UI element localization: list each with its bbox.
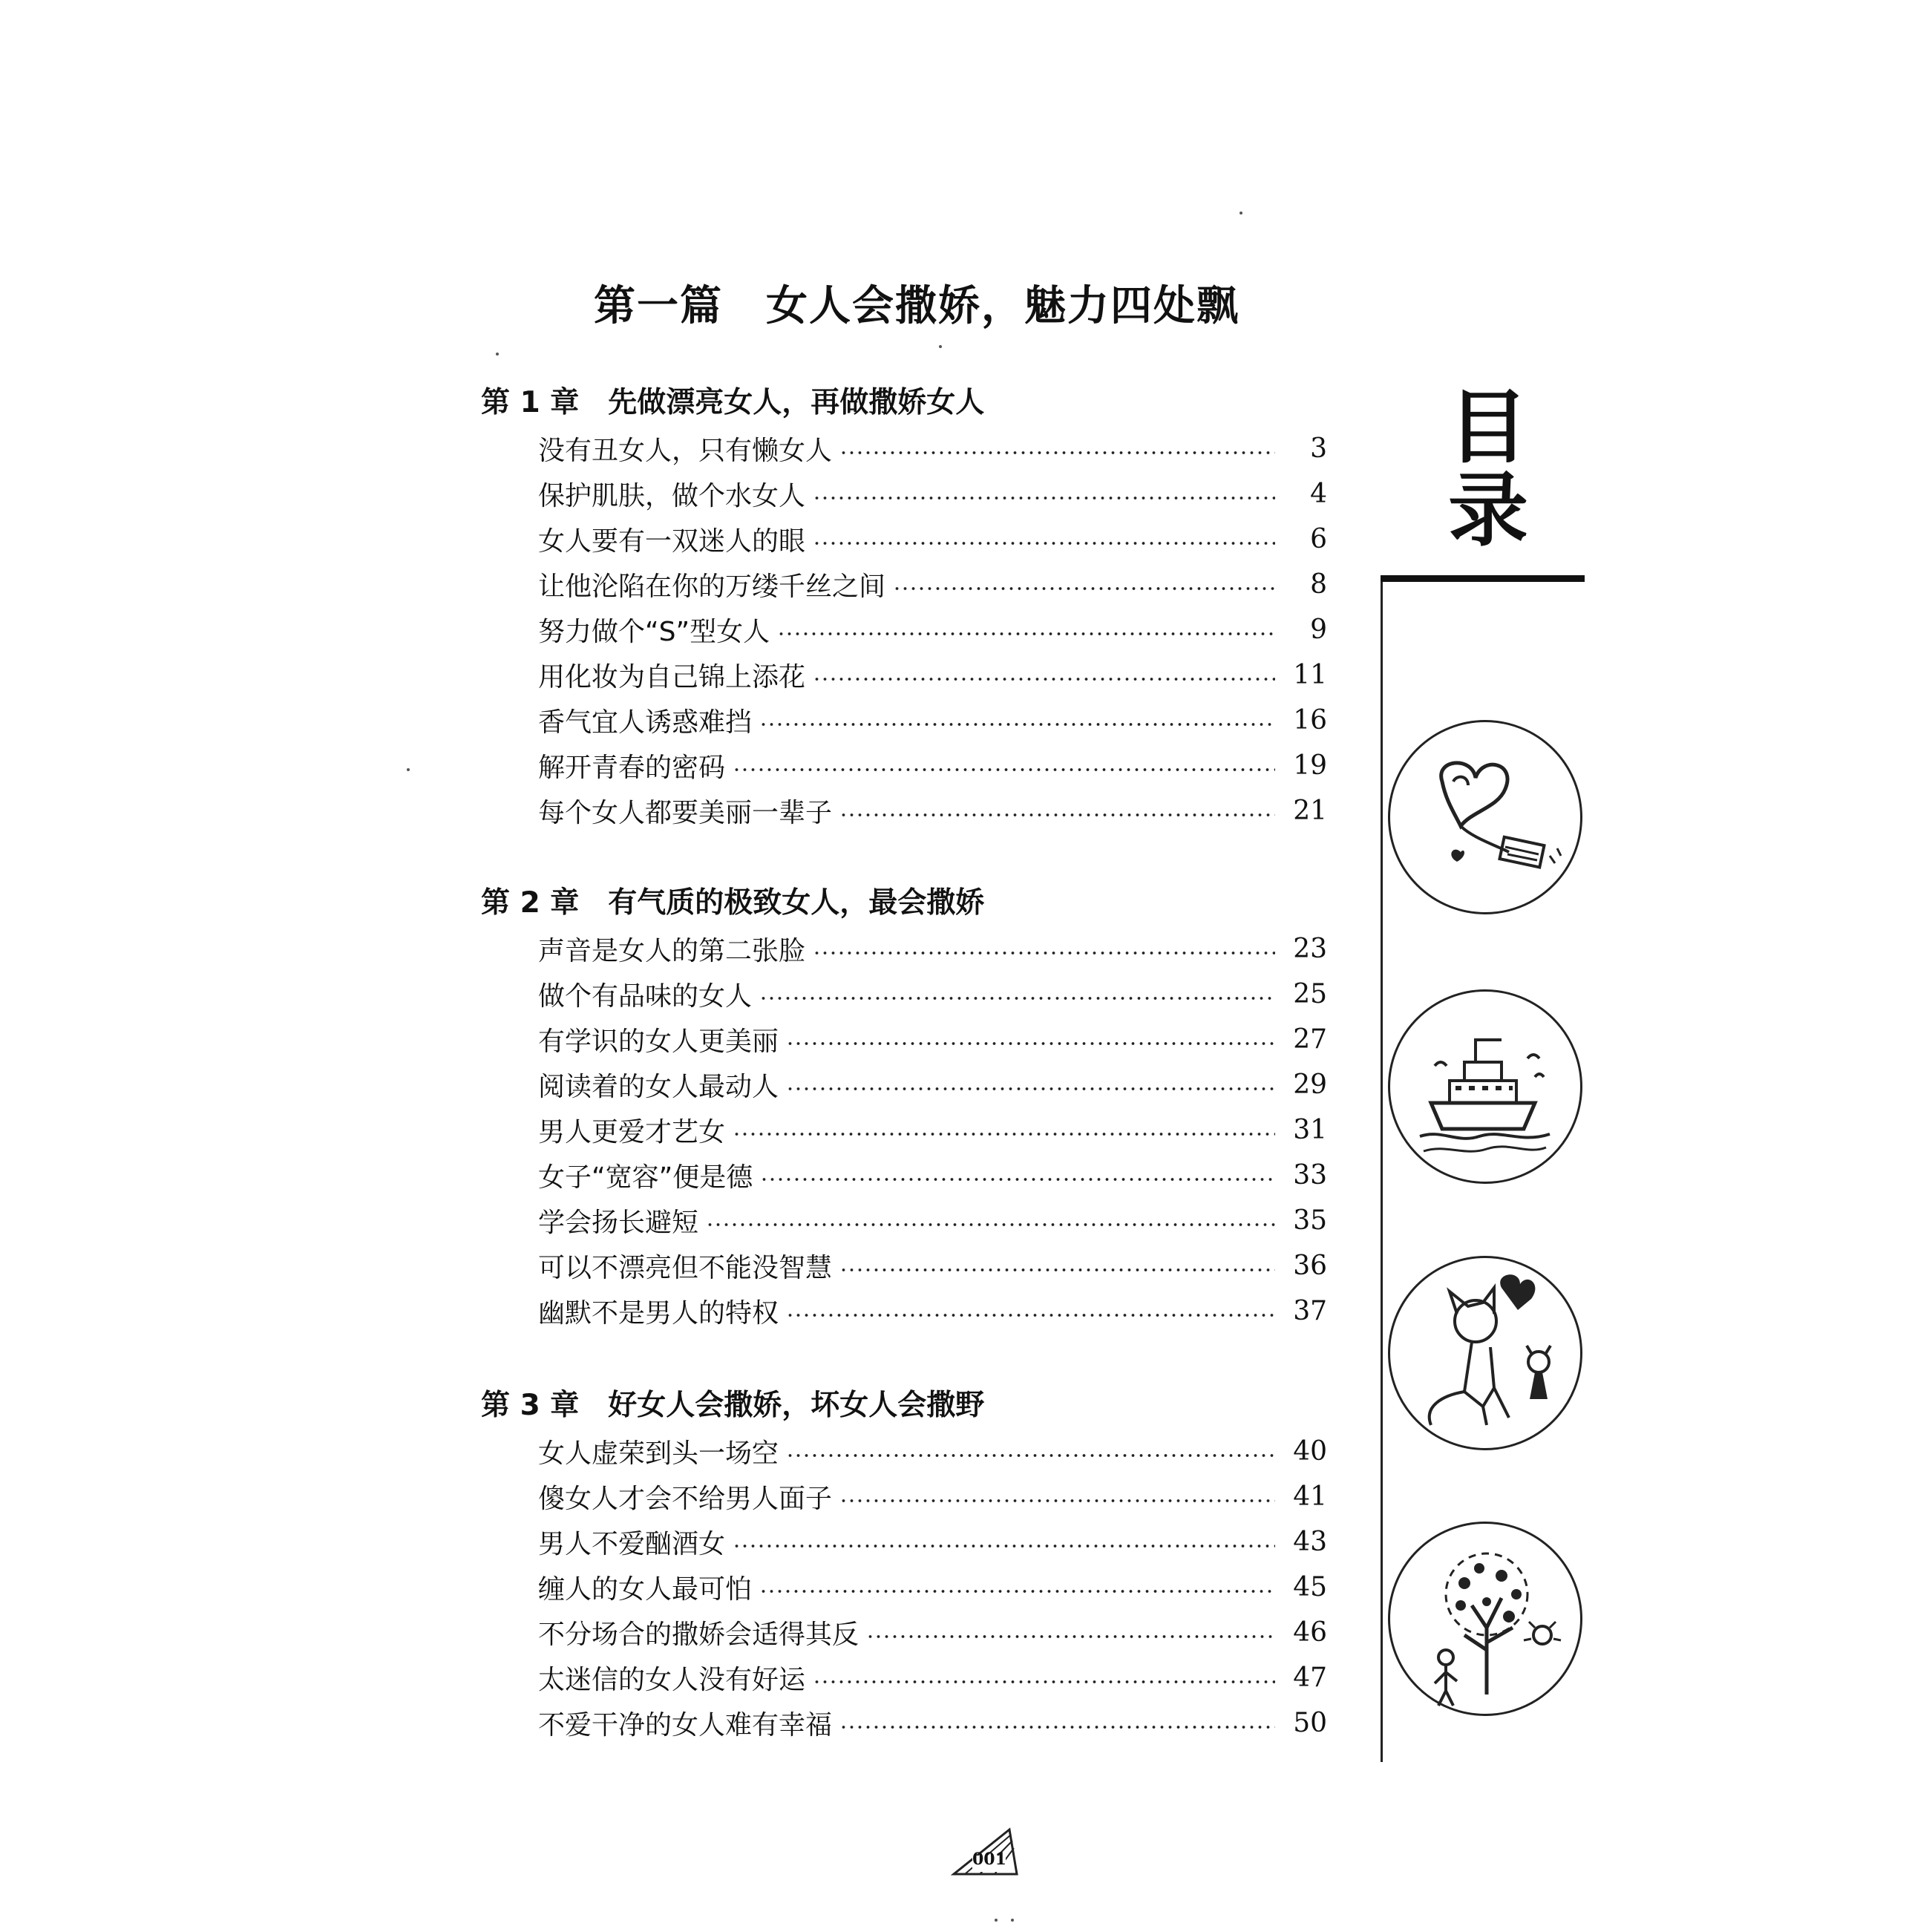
- toc-entry: [538, 1062, 1327, 1107]
- ship-illustration-icon: [1388, 989, 1582, 1184]
- chapter-heading: 第 3 章 好女人会撒娇，坏女人会撒野: [481, 1389, 985, 1422]
- toc-entry: [538, 788, 1327, 834]
- cat-and-mouse-illustration-icon: [1388, 1256, 1582, 1450]
- toc-entry-title: 不分场合的撒娇会适得其反: [538, 1620, 859, 1650]
- side-divider-line: [1381, 582, 1383, 1762]
- chapter-heading: 第 2 章 有气质的极致女人，最会撒娇: [481, 886, 985, 920]
- dot-leader: [839, 813, 1275, 816]
- chapter-heading: 第 1 章 先做漂亮女人，再做撒娇女人: [481, 386, 985, 419]
- toc-entry-title: 每个女人都要美丽一辈子: [538, 798, 833, 828]
- toc-entry-page: 46: [1293, 1617, 1327, 1648]
- toc-entry-title: 可以不漂亮但不能没智慧: [538, 1253, 833, 1283]
- toc-entry: [538, 1429, 1327, 1474]
- toc-entry-title: 男人更爱才艺女: [538, 1117, 726, 1147]
- toc-entry-title: 香气宜人诱惑难挡: [538, 707, 753, 738]
- toc-entry: [538, 1610, 1327, 1655]
- toc-entry: [538, 1474, 1327, 1519]
- toc-entry-title: 没有丑女人，只有懒女人: [538, 436, 833, 466]
- page-number: 001: [972, 1850, 1006, 1869]
- toc-entry-page: 27: [1293, 1024, 1327, 1055]
- chapter-entries: [481, 926, 1335, 1334]
- toc-entry-page: 19: [1293, 750, 1327, 781]
- dot-leader: [839, 1268, 1275, 1271]
- toc-entry: [538, 926, 1327, 972]
- scan-speck: [1011, 1919, 1014, 1922]
- toc-entry-title: 女子“宽容”便是德: [538, 1162, 753, 1193]
- toc-entry-page: 29: [1293, 1070, 1327, 1100]
- chapter-entries: [481, 1429, 1335, 1746]
- toc-entry-title: 用化妆为自己锦上添花: [538, 662, 806, 692]
- dot-leader: [893, 587, 1275, 590]
- toc-entry-page: 23: [1293, 934, 1327, 964]
- toc-entry-page: 43: [1293, 1527, 1327, 1557]
- part-title: 第一篇 女人会撒娇，魅力四处飘: [594, 281, 1240, 330]
- scan-speck: [407, 768, 410, 771]
- toc-entry-title: 保护肌肤，做个水女人: [538, 481, 806, 511]
- dot-leader: [759, 1590, 1275, 1593]
- scan-speck: [995, 1919, 998, 1922]
- scan-speck: [939, 345, 942, 348]
- toc-entry-title: 阅读着的女人最动人: [538, 1072, 779, 1102]
- toc-entry: [538, 1198, 1327, 1243]
- toc-entry-page: 16: [1293, 705, 1327, 736]
- toc-entry-title: 男人不爱酗酒女: [538, 1529, 726, 1559]
- toc-entry-title: 不爱干净的女人难有幸福: [538, 1710, 833, 1741]
- toc-entry: [538, 1107, 1327, 1153]
- toc-entry-title: 解开青春的密码: [538, 753, 726, 783]
- toc-entry-page: 11: [1293, 660, 1327, 690]
- toc-entry-page: 47: [1293, 1663, 1327, 1693]
- toc-entry: [538, 1519, 1327, 1565]
- dot-leader: [813, 542, 1275, 545]
- toc-entry: [538, 1565, 1327, 1610]
- toc-entry: [538, 562, 1327, 607]
- dot-leader: [813, 497, 1275, 500]
- toc-entry-page: 35: [1293, 1205, 1327, 1236]
- chapter-1: [481, 380, 1335, 834]
- toc-entry: [538, 426, 1327, 471]
- chapter-2: [481, 880, 1335, 1334]
- tree-and-child-illustration-icon: [1388, 1522, 1582, 1716]
- toc-entry-title: 女人要有一双迷人的眼: [538, 526, 806, 557]
- dot-leader: [866, 1635, 1275, 1638]
- toc-entry: [538, 1700, 1327, 1746]
- toc-entry-title: 傻女人才会不给男人面子: [538, 1484, 833, 1514]
- toc-entry: [538, 471, 1327, 517]
- dot-leader: [786, 1454, 1275, 1457]
- dot-leader: [733, 1133, 1275, 1136]
- toc-entry: [538, 1243, 1327, 1288]
- toc-entry-title: 幽默不是男人的特权: [538, 1298, 779, 1329]
- chapter-entries: [481, 426, 1335, 834]
- toc-entry: [538, 607, 1327, 652]
- dot-leader: [759, 997, 1275, 1000]
- side-title: 目录: [1447, 381, 1528, 557]
- toc-entry-page: 40: [1293, 1436, 1327, 1467]
- dot-leader: [706, 1223, 1275, 1226]
- toc-entry: [538, 517, 1327, 562]
- toc-entry-page: 37: [1293, 1296, 1327, 1326]
- toc-entry-title: 有学识的女人更美丽: [538, 1026, 779, 1057]
- side-rule: [1381, 575, 1585, 582]
- toc-entry: [538, 652, 1327, 698]
- toc-entry-title: 做个有品味的女人: [538, 981, 753, 1012]
- dot-leader: [786, 1042, 1275, 1045]
- dot-leader: [839, 1726, 1275, 1729]
- scan-speck: [496, 353, 499, 356]
- toc-entry-title: 让他沦陷在你的万缕千丝之间: [538, 572, 886, 602]
- toc-entry-title: 女人虚荣到头一场空: [538, 1438, 779, 1469]
- toc-entry: [538, 1153, 1327, 1198]
- toc-entry-page: 4: [1310, 479, 1327, 509]
- dot-leader: [813, 1680, 1275, 1683]
- toc-entry-title: 缠人的女人最可怕: [538, 1574, 753, 1605]
- dot-leader: [786, 1314, 1275, 1317]
- toc-entry-title: 太迷信的女人没有好运: [538, 1665, 806, 1695]
- toc-entry-page: 31: [1293, 1115, 1327, 1145]
- toc-entry: [538, 1017, 1327, 1062]
- heart-balloon-illustration-icon: [1388, 720, 1582, 914]
- toc-entry-page: 6: [1310, 524, 1327, 554]
- dot-leader: [813, 952, 1275, 954]
- dot-leader: [759, 723, 1275, 726]
- dot-leader: [813, 678, 1275, 681]
- dot-leader: [733, 1545, 1275, 1548]
- toc-entry-page: 3: [1310, 433, 1327, 464]
- toc-entry-page: 9: [1310, 615, 1327, 645]
- toc-entry-title: 声音是女人的第二张脸: [538, 936, 806, 966]
- dot-leader: [839, 451, 1275, 454]
- toc-entry-page: 45: [1293, 1572, 1327, 1602]
- dot-leader: [786, 1087, 1275, 1090]
- toc-entry-page: 8: [1310, 569, 1327, 600]
- toc-entry-page: 21: [1293, 796, 1327, 826]
- toc-entry: [538, 1288, 1327, 1334]
- toc-entry-page: 41: [1293, 1481, 1327, 1512]
- toc-entry-page: 33: [1293, 1160, 1327, 1191]
- dot-leader: [839, 1499, 1275, 1502]
- toc-entry-title: 努力做个“S”型女人: [538, 617, 770, 647]
- dot-leader: [760, 1178, 1275, 1181]
- toc-entry-page: 36: [1293, 1251, 1327, 1281]
- toc-entry-page: 50: [1293, 1708, 1327, 1738]
- toc-entry: [538, 698, 1327, 743]
- toc-entry-page: 25: [1293, 979, 1327, 1009]
- chapter-3: [481, 1383, 1335, 1746]
- scan-speck: [1240, 212, 1242, 215]
- toc-entry-title: 学会扬长避短: [538, 1208, 699, 1238]
- toc-entry: [538, 972, 1327, 1017]
- toc-entry: [538, 743, 1327, 788]
- dot-leader: [733, 768, 1275, 771]
- toc-entry: [538, 1655, 1327, 1700]
- dot-leader: [777, 632, 1275, 635]
